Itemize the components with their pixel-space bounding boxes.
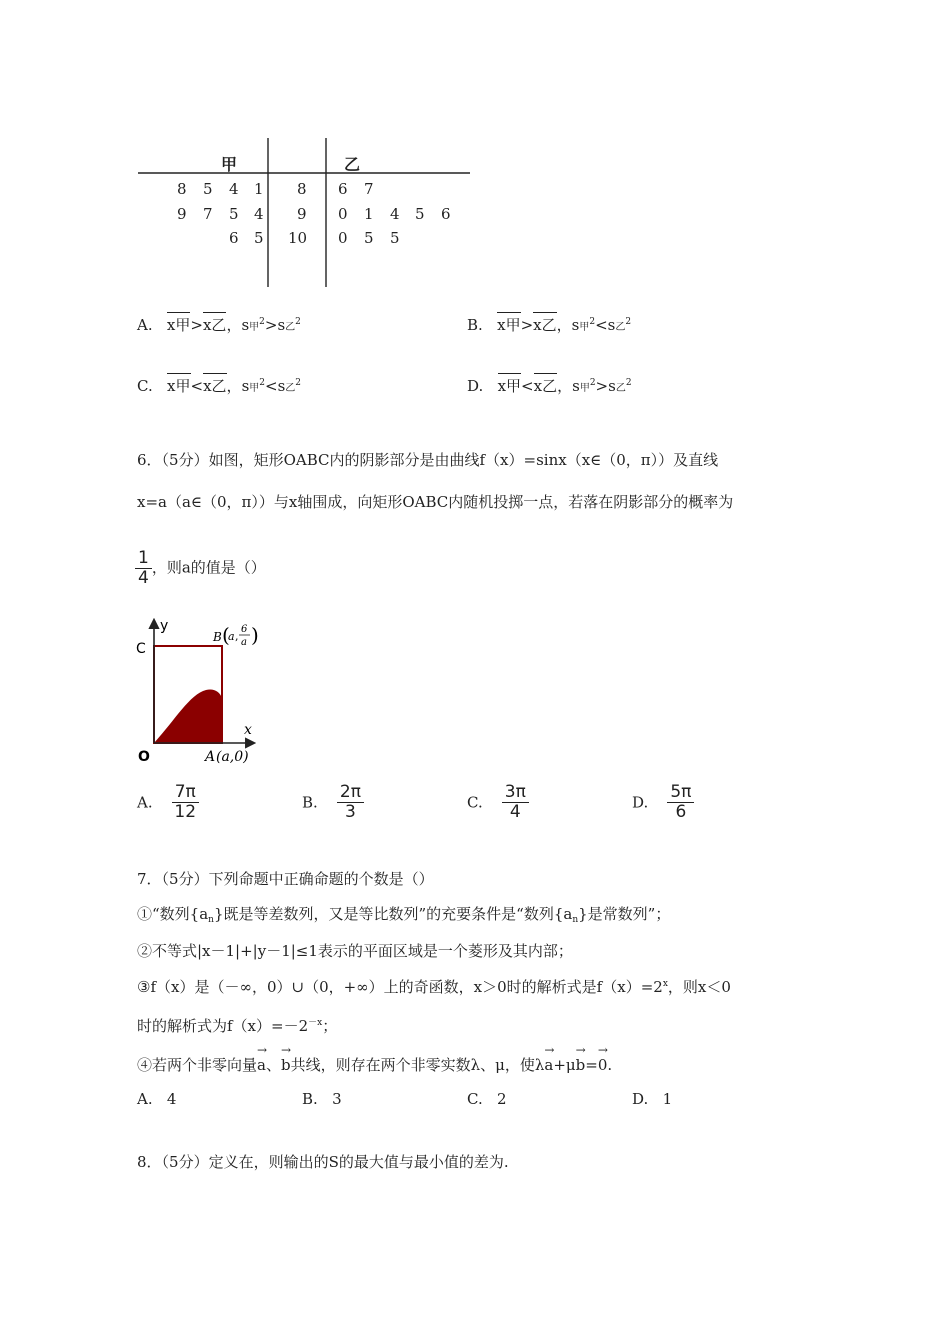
- stem: 8: [297, 180, 307, 198]
- leaf-left: 9: [177, 205, 187, 223]
- q7-option-c: C. 2: [467, 1090, 507, 1108]
- leaf-right: 0: [338, 229, 348, 247]
- label-a-coord: (a,0): [216, 749, 249, 765]
- label-b-den: a: [241, 637, 247, 648]
- leaf-right: 7: [364, 180, 374, 198]
- stemleaf-head-left: 甲: [221, 155, 238, 174]
- leaf-left: 5: [203, 180, 213, 198]
- stem: 10: [288, 229, 308, 247]
- label-o: O: [138, 749, 150, 765]
- q7-statement-3-cont: 时的解析式为$f(x)=-2^{-x}$；: [137, 1017, 338, 1035]
- label-b-x: a: [228, 630, 235, 643]
- stemleaf-head-right: 乙: [344, 155, 361, 174]
- leaf-left: 5: [254, 229, 264, 247]
- q8-text: 8．（5分）定义在，则输出的S的最大值与最小值的差为.: [137, 1153, 509, 1171]
- q6-line-3: $\frac{1}{4}$ ，则a的值是（）: [135, 549, 266, 588]
- leaf-left: 5: [229, 205, 239, 223]
- q6-option-a: A. $\frac{7\pi}{12}$: [137, 783, 199, 822]
- label-y: y: [160, 618, 169, 634]
- q7-title: 7．（5分）下列命题中正确命题的个数是（）: [137, 870, 434, 888]
- q5-option-a: A. x甲>x乙，s甲$^2$>s乙$^2$: [137, 312, 301, 335]
- q6-option-d: D. $\frac{5\pi}{6}$: [632, 783, 694, 822]
- leaf-right: 6: [441, 205, 451, 223]
- leaf-left: 7: [203, 205, 213, 223]
- label-x: x: [244, 722, 252, 738]
- q6-figure: [130, 612, 270, 772]
- q5-option-c: C. x甲<x乙，s甲$^2$<s乙$^2$: [137, 373, 301, 396]
- stem: 9: [297, 205, 307, 223]
- leaf-right: 6: [338, 180, 348, 198]
- q7-statement-2: ②不等式|x－1|+|y－1|≤1表示的平面区域是一个菱形及其内部；: [137, 942, 573, 960]
- shaded-region: [154, 689, 222, 743]
- leaf-left: 4: [229, 180, 239, 198]
- q6-line-2: x=a（a∈（0，π））与x轴围成，向矩形OABC内随机投掷一点，若落在阴影部分的概率为: [137, 493, 734, 511]
- leaf-right: 4: [390, 205, 400, 223]
- q7-option-a: A. 4: [137, 1090, 177, 1108]
- fraction-quarter: $\frac{1}{4}$: [135, 549, 152, 588]
- leaf-left: 6: [229, 229, 239, 247]
- q6-option-b: B. $\frac{2\pi}{3}$: [302, 783, 364, 822]
- label-a: A: [205, 749, 216, 765]
- label-c: C: [136, 641, 146, 657]
- label-b: B: [213, 630, 222, 644]
- q7-statement-4: ④若两个非零向量→ a、→ b共线，则存在两个非零实数λ、μ，使λ→ a+μ→ b=→ 0.: [137, 1054, 612, 1075]
- comma: ,: [235, 630, 239, 643]
- q7-option-d: D. 1: [632, 1090, 673, 1108]
- leaf-left: 4: [254, 205, 264, 223]
- leaf-right: 1: [364, 205, 374, 223]
- label-b-num: 6: [241, 624, 248, 635]
- q6-option-c: C. $\frac{3\pi}{4}$: [467, 783, 529, 822]
- leaf-right: 5: [415, 205, 425, 223]
- paren-right: ): [251, 623, 259, 647]
- leaf-right: 5: [364, 229, 374, 247]
- leaf-right: 0: [338, 205, 348, 223]
- q5-option-b: B. x甲>x乙，s甲$^2$<s乙$^2$: [467, 312, 631, 335]
- q6-line-1: 6．（5分）如图，矩形OABC内的阴影部分是由曲线f（x）=sinx（x∈（0，π））及直线: [137, 451, 719, 469]
- leaf-left: 1: [254, 180, 264, 198]
- leaf-left: 8: [177, 180, 187, 198]
- q7-statement-3: ③f（x）是（－∞，0）∪（0，+∞）上的奇函数，x＞0时的解析式是$f(x)=2^x$，则x＜0: [137, 978, 731, 996]
- paren-left: (: [222, 623, 230, 647]
- q7-option-b: B. 3: [302, 1090, 342, 1108]
- q5-option-d: D. x甲<x乙，s甲$^2$>s乙$^2$: [467, 373, 632, 396]
- leaf-right: 5: [390, 229, 400, 247]
- q7-statement-1: ①“数列$\{a_n\}$既是等差数列，又是等比数列”的充要条件是“数列$\{a_n\}$是常数列”；: [137, 905, 671, 925]
